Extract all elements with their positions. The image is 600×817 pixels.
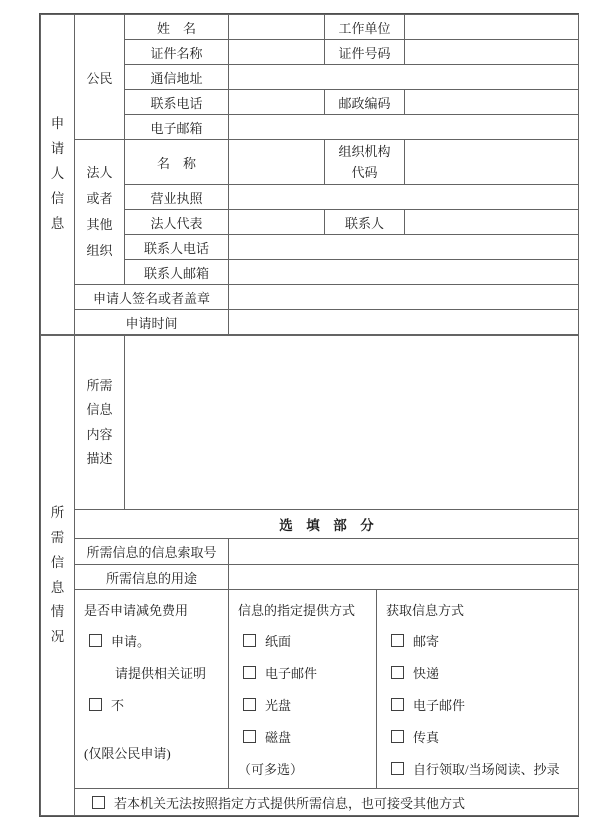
field-label-id-type: 证件名称	[125, 40, 229, 65]
field-label-contact-person: 联系人	[325, 210, 405, 235]
field-label-mailing-address: 通信地址	[125, 65, 229, 90]
obtain-method-option-fax-label: 传真	[413, 730, 440, 745]
delivery-method-option-email-label: 电子邮件	[265, 666, 318, 681]
delivery-method-option-disk[interactable]	[238, 727, 370, 746]
input-cell-contact-person-phone[interactable]	[229, 235, 579, 260]
obtain-method-option-email[interactable]	[386, 695, 572, 714]
group-label-legal-entity	[75, 140, 125, 285]
field-label-content-description-text: 所需信息内容描述	[86, 378, 113, 466]
fee-waiver-option-apply[interactable]	[84, 631, 222, 650]
input-cell-org-name[interactable]	[229, 140, 325, 185]
fee-waiver-column	[84, 600, 222, 762]
obtain-method-option-pickup-label: 自行领取/当场阅读、抄录	[413, 762, 560, 777]
information-request-form	[39, 13, 579, 817]
obtain-method-option-email-label: 电子邮件	[413, 698, 466, 713]
input-cell-content-description[interactable]	[125, 336, 579, 510]
fee-waiver-apply-note: 请提供相关证明	[115, 666, 207, 681]
input-cell-postal-code[interactable]	[405, 90, 579, 115]
delivery-method-column	[238, 600, 370, 777]
delivery-method-option-cd-label: 光盘	[265, 698, 292, 713]
obtain-method-title: 获取信息方式	[386, 603, 465, 618]
input-cell-mailing-address[interactable]	[229, 65, 579, 90]
checkbox-icon[interactable]	[89, 634, 102, 647]
input-cell-application-time[interactable]	[229, 310, 579, 335]
input-cell-id-type[interactable]	[229, 40, 325, 65]
obtain-method-option-express-label: 快递	[413, 666, 440, 681]
fallback-option-cell	[75, 789, 579, 816]
fee-waiver-option-apply-label: 申请。	[111, 634, 151, 649]
fee-waiver-option-no[interactable]	[84, 695, 222, 714]
input-cell-signature-or-seal[interactable]	[229, 285, 579, 310]
fee-waiver-cell	[75, 590, 229, 789]
optional-section-header: 选 填 部 分	[75, 510, 579, 539]
checkbox-icon[interactable]	[391, 634, 404, 647]
section-label-required-info-text: 所需信息情况	[50, 504, 65, 645]
input-cell-org-code[interactable]	[405, 140, 579, 185]
field-label-org-code	[325, 140, 405, 185]
fallback-option[interactable]	[87, 793, 576, 812]
field-label-application-time: 申请时间	[75, 310, 229, 335]
checkbox-icon[interactable]	[89, 698, 102, 711]
field-label-contact-phone: 联系电话	[125, 90, 229, 115]
checkbox-icon[interactable]	[92, 796, 105, 809]
checkbox-icon[interactable]	[391, 762, 404, 775]
group-label-citizen: 公民	[75, 15, 125, 140]
delivery-method-option-paper[interactable]	[238, 631, 370, 650]
obtain-method-option-express[interactable]	[386, 663, 572, 682]
field-label-purpose: 所需信息的用途	[75, 565, 229, 590]
group-label-legal-entity-text: 法人或者其他组织	[86, 165, 113, 258]
checkbox-icon[interactable]	[243, 698, 256, 711]
obtain-method-cell	[377, 590, 579, 789]
checkbox-icon[interactable]	[243, 666, 256, 679]
section-label-applicant-info-text: 申请人信息	[50, 116, 65, 231]
fee-waiver-footnote: (仅限公民申请)	[84, 746, 171, 761]
field-label-business-license: 营业执照	[125, 185, 229, 210]
section-label-applicant-info	[41, 15, 75, 335]
input-cell-purpose[interactable]	[229, 565, 579, 590]
delivery-method-option-disk-label: 磁盘	[265, 730, 292, 745]
applicant-info-table	[40, 14, 579, 335]
input-cell-name[interactable]	[229, 15, 325, 40]
input-cell-contact-person[interactable]	[405, 210, 579, 235]
required-info-table	[40, 335, 579, 816]
input-cell-legal-representative[interactable]	[229, 210, 325, 235]
input-cell-business-license[interactable]	[229, 185, 579, 210]
field-label-postal-code: 邮政编码	[325, 90, 405, 115]
field-label-id-number: 证件号码	[325, 40, 405, 65]
obtain-method-option-fax[interactable]	[386, 727, 572, 746]
field-label-email: 电子邮箱	[125, 115, 229, 140]
delivery-method-option-paper-label: 纸面	[265, 634, 292, 649]
field-label-org-code-text: 组织机构代码	[338, 143, 391, 180]
fee-waiver-title: 是否申请减免费用	[84, 603, 189, 618]
fee-waiver-option-no-label: 不	[111, 698, 125, 713]
input-cell-contact-phone[interactable]	[229, 90, 325, 115]
checkbox-icon[interactable]	[391, 698, 404, 711]
field-label-name: 姓 名	[125, 15, 229, 40]
input-cell-id-number[interactable]	[405, 40, 579, 65]
obtain-method-option-mail-label: 邮寄	[413, 634, 440, 649]
checkbox-icon[interactable]	[243, 634, 256, 647]
input-cell-retrieval-number[interactable]	[229, 539, 579, 565]
delivery-method-title: 信息的指定提供方式	[238, 603, 356, 618]
delivery-method-cell	[229, 590, 377, 789]
delivery-method-option-email[interactable]	[238, 663, 370, 682]
obtain-method-option-pickup[interactable]	[386, 759, 572, 778]
field-label-org-name: 名 称	[125, 140, 229, 185]
checkbox-icon[interactable]	[391, 666, 404, 679]
section-label-required-info	[41, 336, 75, 816]
field-label-work-unit: 工作单位	[325, 15, 405, 40]
fallback-option-label: 若本机关无法按照指定方式提供所需信息，也可接受其他方式	[114, 795, 466, 811]
obtain-method-option-mail[interactable]	[386, 631, 572, 650]
field-label-content-description	[75, 336, 125, 510]
checkbox-icon[interactable]	[243, 730, 256, 743]
input-cell-work-unit[interactable]	[405, 15, 579, 40]
obtain-method-column	[386, 600, 572, 777]
field-label-contact-person-email: 联系人邮箱	[125, 260, 229, 285]
delivery-method-footnote: （可多选）	[238, 762, 304, 777]
input-cell-contact-person-email[interactable]	[229, 260, 579, 285]
field-label-retrieval-number: 所需信息的信息索取号	[75, 539, 229, 565]
delivery-method-option-cd[interactable]	[238, 695, 370, 714]
field-label-legal-representative: 法人代表	[125, 210, 229, 235]
input-cell-email[interactable]	[229, 115, 579, 140]
field-label-contact-person-phone: 联系人电话	[125, 235, 229, 260]
checkbox-icon[interactable]	[391, 730, 404, 743]
field-label-signature-or-seal: 申请人签名或者盖章	[75, 285, 229, 310]
